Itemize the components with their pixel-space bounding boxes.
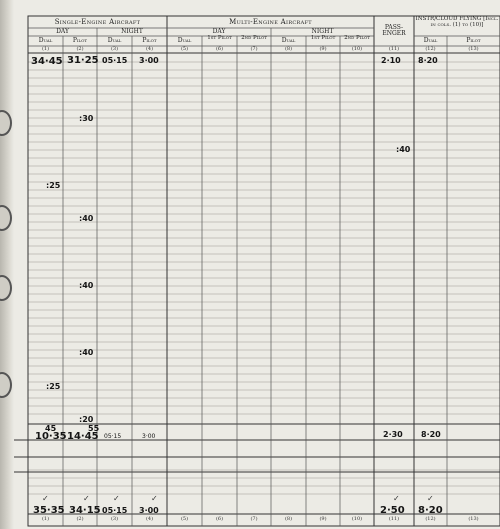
entry-se-day-dual: :25: [46, 181, 61, 190]
col-number: (1): [41, 46, 50, 52]
grand-se-night-pilot: 3·00: [139, 506, 159, 515]
col-number-bottom: (6): [215, 516, 224, 522]
col3-header: Dual: [107, 37, 122, 44]
entry-passenger: :40: [396, 145, 411, 154]
col-number: (2): [76, 46, 84, 52]
instr-cloud-header: INSTR/CLOUD FLYING [Incl. in cols. (1) to (10)]: [415, 16, 499, 28]
me-day-header: DAY: [212, 28, 226, 35]
total-se-day-dual: 10·35: [35, 431, 67, 442]
check-mark-icon: ✓: [83, 494, 90, 503]
col12-header: Dual: [423, 37, 438, 44]
col-number: (13): [468, 46, 479, 52]
total-se-day-pilot-above: 55: [88, 424, 100, 433]
col-number-bottom: (10): [351, 516, 363, 522]
col1-header: Dual: [38, 37, 53, 44]
total-se-day-pilot: 14·45: [67, 431, 99, 442]
col8-header: Dual: [281, 37, 296, 44]
col-number-bottom: (5): [180, 516, 189, 522]
grand-passenger: 2·50: [380, 505, 405, 516]
col2-header: Pilot: [72, 37, 88, 44]
col-number: (4): [145, 46, 154, 52]
grand-se-day-pilot: 34·15: [69, 505, 101, 516]
passenger-header: PASS-ENGER: [382, 24, 406, 37]
col-number-bottom: (2): [76, 516, 84, 522]
single-engine-header: Single-Engine Aircraft: [54, 18, 141, 26]
entry-se-day-dual: :25: [46, 382, 61, 391]
grand-instr-dual: 8·20: [418, 505, 443, 516]
col-number: (9): [319, 46, 327, 52]
col-number-bottom: (4): [145, 516, 154, 522]
col-number-bottom: (12): [425, 516, 436, 522]
bf-instr-dual: 8·20: [418, 56, 438, 65]
total-se-night-pilot: 3·00: [142, 433, 156, 440]
col5-header: Dual: [177, 37, 192, 44]
col-number-bottom: (9): [319, 516, 327, 522]
total-passenger: 2·30: [383, 430, 403, 439]
col-number: (8): [284, 46, 293, 52]
check-mark-icon: ✓: [42, 494, 49, 503]
check-mark-icon: ✓: [113, 494, 120, 503]
grand-se-day-dual: 35·35: [33, 505, 65, 516]
col4-header: Pilot: [142, 37, 157, 44]
col-number: (10): [351, 46, 363, 52]
col-number: (7): [250, 46, 258, 52]
bf-se-night-dual: 05·15: [102, 56, 128, 65]
entry-se-day-pilot: :40: [79, 281, 94, 290]
entry-se-day-pilot: :40: [79, 214, 94, 223]
col-number-bottom: (1): [41, 516, 50, 522]
col-number: (3): [110, 46, 119, 52]
col7-header: 2nd Pilot: [241, 35, 267, 41]
col13-header: Pilot: [466, 37, 481, 44]
col9-header: 1st Pilot: [310, 35, 336, 41]
col-number: (11): [388, 46, 400, 52]
se-day-header: DAY: [56, 28, 69, 35]
entry-se-day-pilot: :40: [79, 348, 94, 357]
col6-header: 1st Pilot: [207, 35, 232, 41]
grand-se-night-dual: 05·15: [102, 506, 128, 515]
entry-se-day-pilot: :20: [79, 415, 94, 424]
col-number-bottom: (7): [250, 516, 258, 522]
check-mark-icon: ✓: [151, 494, 158, 503]
col-number-bottom: (11): [388, 516, 400, 522]
check-mark-icon: ✓: [393, 494, 400, 503]
col-number-bottom: (8): [284, 516, 293, 522]
multi-engine-header: Multi-Engine Aircraft: [229, 18, 312, 26]
total-se-night-dual: 05·15: [104, 433, 122, 440]
col10-header: 2nd Pilot: [344, 35, 370, 41]
col-number-bottom: (3): [110, 516, 119, 522]
total-se-day-dual-above: 45: [45, 424, 57, 433]
check-mark-icon: ✓: [427, 494, 434, 503]
se-night-header: NIGHT: [121, 28, 143, 35]
col-number-bottom: (13): [468, 516, 479, 522]
entry-se-day-pilot: :30: [79, 114, 94, 123]
bf-se-day-pilot: 31·25: [67, 55, 99, 66]
me-night-header: NIGHT: [311, 28, 334, 35]
total-instr-dual: 8·20: [421, 430, 441, 439]
bf-se-night-pilot: 3·00: [139, 56, 159, 65]
col-number: (12): [425, 46, 436, 52]
bf-passenger: 2·10: [381, 56, 401, 65]
col-number: (6): [215, 46, 224, 52]
col-number: (5): [180, 46, 189, 52]
bf-se-day-dual: 34·45: [31, 56, 63, 67]
